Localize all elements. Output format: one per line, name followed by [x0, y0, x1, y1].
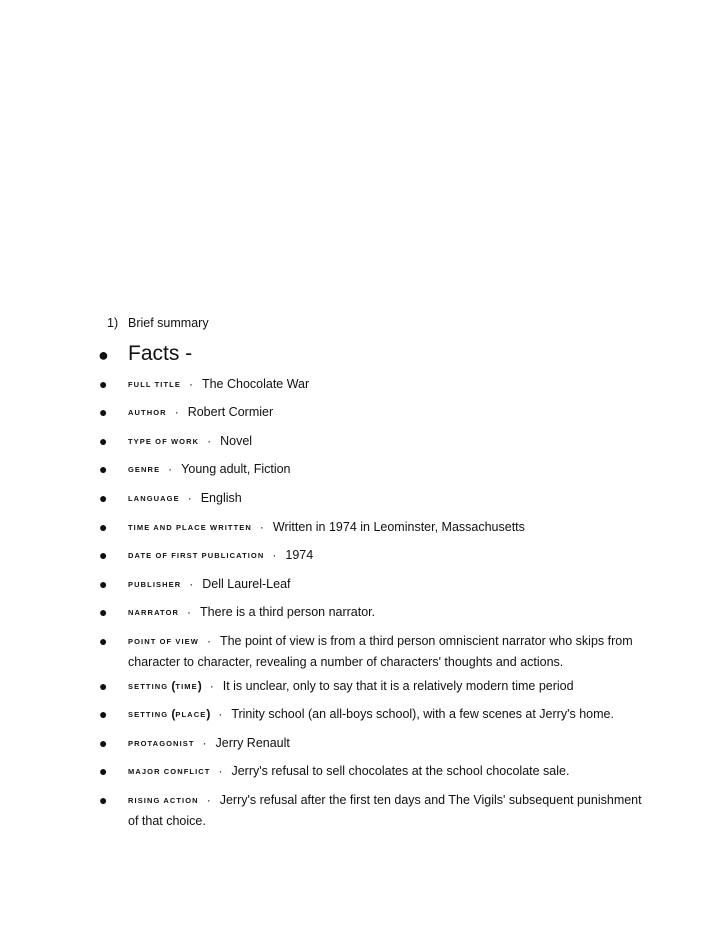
- fact-item-time-and-place: [128, 517, 648, 538]
- fact-label: [128, 707, 211, 721]
- bullet-icon: ●: [99, 735, 108, 751]
- fact-label-sub: PLACE: [175, 710, 207, 719]
- fact-item-setting-place: [128, 704, 648, 725]
- bullet-icon: ●: [99, 763, 108, 779]
- fact-separator: ·: [187, 491, 192, 505]
- fact-item-author: [128, 402, 648, 423]
- fact-value: Dell Laurel-Leaf: [202, 577, 291, 591]
- paren-close: ): [197, 679, 202, 693]
- fact-separator: ·: [202, 736, 207, 750]
- fact-value: Young adult, Fiction: [181, 462, 291, 476]
- bullet-icon: ●: [99, 633, 108, 649]
- fact-value: English: [200, 491, 242, 505]
- fact-label: GENRE: [128, 465, 161, 474]
- fact-label-main: SETTING: [128, 682, 169, 691]
- fact-item-type-of-work: [128, 431, 648, 452]
- fact-item-date-of-publication: [128, 545, 648, 566]
- fact-item-setting-time: [128, 676, 648, 697]
- fact-value: Trinity school (an all-boys school), with a few scenes at Jerry's home.: [231, 707, 614, 721]
- fact-item-full-title: [128, 374, 648, 395]
- fact-separator: ·: [168, 462, 173, 476]
- fact-separator: ·: [206, 634, 211, 648]
- bullet-icon: ●: [99, 792, 108, 808]
- fact-label: PROTAGONIST: [128, 739, 195, 748]
- bullet-icon: ●: [99, 519, 108, 535]
- fact-value: Jerry Renault: [215, 736, 290, 750]
- fact-label-sub: TIME: [175, 682, 198, 691]
- bullet-icon: ●: [99, 604, 108, 620]
- fact-separator: ·: [187, 605, 192, 619]
- fact-item-major-conflict: [128, 761, 648, 782]
- fact-item-publisher: [128, 574, 648, 595]
- bullet-icon: ●: [99, 376, 108, 392]
- fact-value: 1974: [285, 548, 314, 562]
- summary-text: Brief summary: [128, 316, 209, 330]
- fact-value: The point of view is from a third person omniscient narrator who skips from character to character, revealing a number of characters' thoughts and actions.: [128, 634, 633, 669]
- fact-label: TIME AND PLACE WRITTEN: [128, 523, 252, 532]
- bullet-icon: ●: [99, 490, 108, 506]
- fact-item-narrator: [128, 602, 648, 623]
- summary-heading: [107, 316, 209, 330]
- bullet-icon: ●: [99, 576, 108, 592]
- fact-separator: ·: [209, 679, 214, 693]
- fact-value: It is unclear, only to say that it is a relatively modern time period: [222, 679, 574, 693]
- fact-value: Written in 1974 in Leominster, Massachusetts: [272, 520, 525, 534]
- fact-label: POINT OF VIEW: [128, 637, 199, 646]
- paren-open: (: [171, 679, 176, 693]
- bullet-icon: ●: [99, 678, 108, 694]
- bullet-icon: ●: [99, 433, 108, 449]
- bullet-icon: ●: [99, 547, 108, 563]
- fact-separator: ·: [218, 764, 223, 778]
- bullet-icon: ●: [98, 345, 109, 365]
- fact-separator: ·: [259, 520, 264, 534]
- fact-label: LANGUAGE: [128, 494, 180, 503]
- fact-separator: ·: [188, 377, 193, 391]
- fact-label: PUBLISHER: [128, 580, 182, 589]
- fact-label: MAJOR CONFLICT: [128, 767, 211, 776]
- bullet-icon: ●: [99, 404, 108, 420]
- fact-value: Novel: [220, 434, 253, 448]
- fact-label: DATE OF FIRST PUBLICATION: [128, 551, 265, 560]
- paren-close: ): [206, 707, 211, 721]
- fact-item-point-of-view: [128, 631, 648, 673]
- fact-label: RISING ACTION: [128, 796, 199, 805]
- bullet-icon: ●: [99, 461, 108, 477]
- fact-item-protagonist: [128, 733, 648, 754]
- facts-heading: Facts -: [128, 342, 193, 365]
- fact-value: Robert Cormier: [187, 405, 274, 419]
- fact-value: Jerry's refusal to sell chocolates at the school chocolate sale.: [231, 764, 570, 778]
- bullet-icon: ●: [99, 706, 108, 722]
- fact-label: NARRATOR: [128, 608, 180, 617]
- fact-label: AUTHOR: [128, 408, 167, 417]
- fact-label-main: SETTING: [128, 710, 169, 719]
- paren-open: (: [171, 707, 176, 721]
- fact-separator: ·: [206, 793, 211, 807]
- fact-value: There is a third person narrator.: [200, 605, 376, 619]
- fact-separator: ·: [207, 434, 212, 448]
- fact-separator: ·: [189, 577, 194, 591]
- fact-separator: ·: [174, 405, 179, 419]
- fact-item-rising-action: [128, 790, 648, 832]
- fact-item-genre: [128, 459, 648, 480]
- fact-separator: ·: [272, 548, 277, 562]
- fact-label: TYPE OF WORK: [128, 437, 200, 446]
- fact-label: FULL TITLE: [128, 380, 181, 389]
- fact-value: Jerry's refusal after the first ten days and The Vigils' subsequent punishment of that choice.: [128, 793, 642, 828]
- fact-separator: ·: [218, 707, 223, 721]
- fact-label: [128, 679, 202, 693]
- fact-value: The Chocolate War: [201, 377, 310, 391]
- fact-item-language: [128, 488, 648, 509]
- summary-number: 1): [107, 316, 119, 330]
